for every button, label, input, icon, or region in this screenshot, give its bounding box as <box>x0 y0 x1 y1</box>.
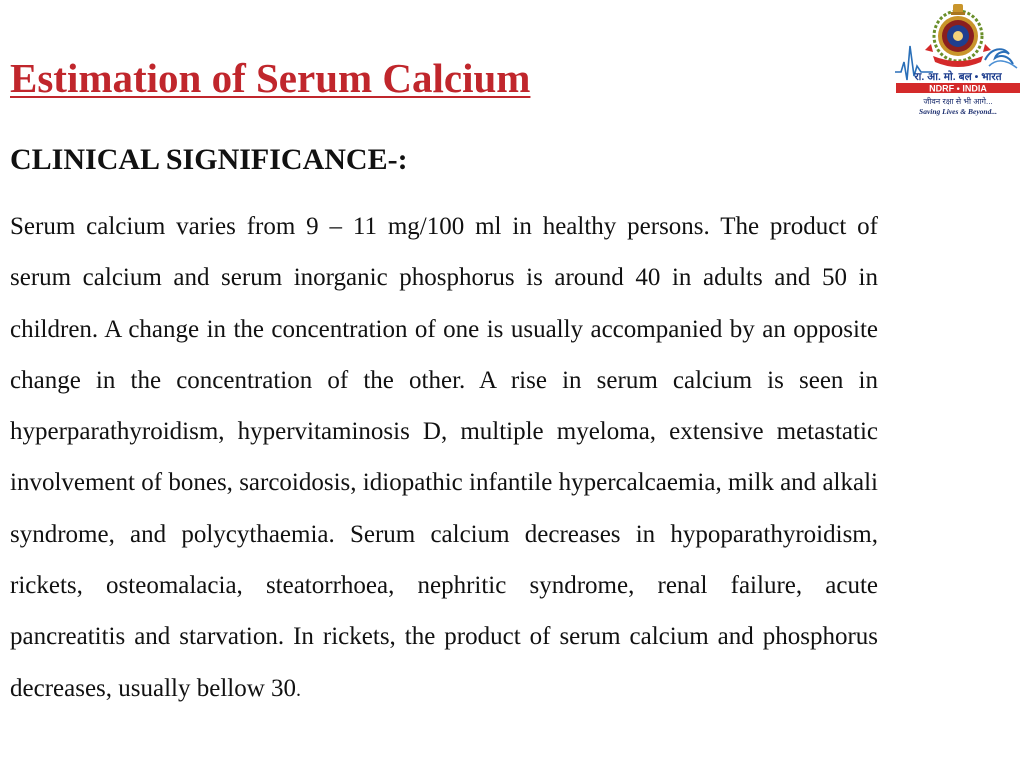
logo-motto-hindi: जीवन रक्षा से भी आगे... <box>923 97 993 106</box>
logo-hindi-text: रा. आ. मो. बल • भारत <box>914 71 1002 83</box>
body-end-period: . <box>296 678 302 701</box>
section-heading: CLINICAL SIGNIFICANCE-: <box>10 143 408 176</box>
logo-motto-english: Saving Lives & Beyond... <box>919 107 997 116</box>
ndrf-logo <box>893 0 1023 118</box>
body-text: Serum calcium varies from 9 – 11 mg/100 ml in healthy persons. The product of serum calcium and serum inorganic phosphorus is around 40 in adults and 50 in children. A change in the concentration of one is usually accompanied by an opposite change in the concentration of the other. A rise in serum calcium is seen in hyperparathyroidism, hypervitaminosis D, multiple myeloma, extensive metastatic involvement of bones, sarcoidosis, idiopathic infantile hypercalcaemia, milk and alkali syndrome, and polycythaemia. Serum calcium decreases in hypoparathyroidism, rickets, osteomalacia, steatorrhoea, nephritic syndrome, renal failure, acute pancreatitis and starvation. In rickets, the product of serum calcium and phosphorus decreases, usually bellow 30 <box>10 213 878 702</box>
ndrf-emblem-icon <box>893 0 1023 118</box>
body-paragraph <box>10 201 878 716</box>
logo-english-text: NDRF • INDIA <box>929 83 987 94</box>
slide-title: Estimation of Serum Calcium <box>10 55 531 101</box>
